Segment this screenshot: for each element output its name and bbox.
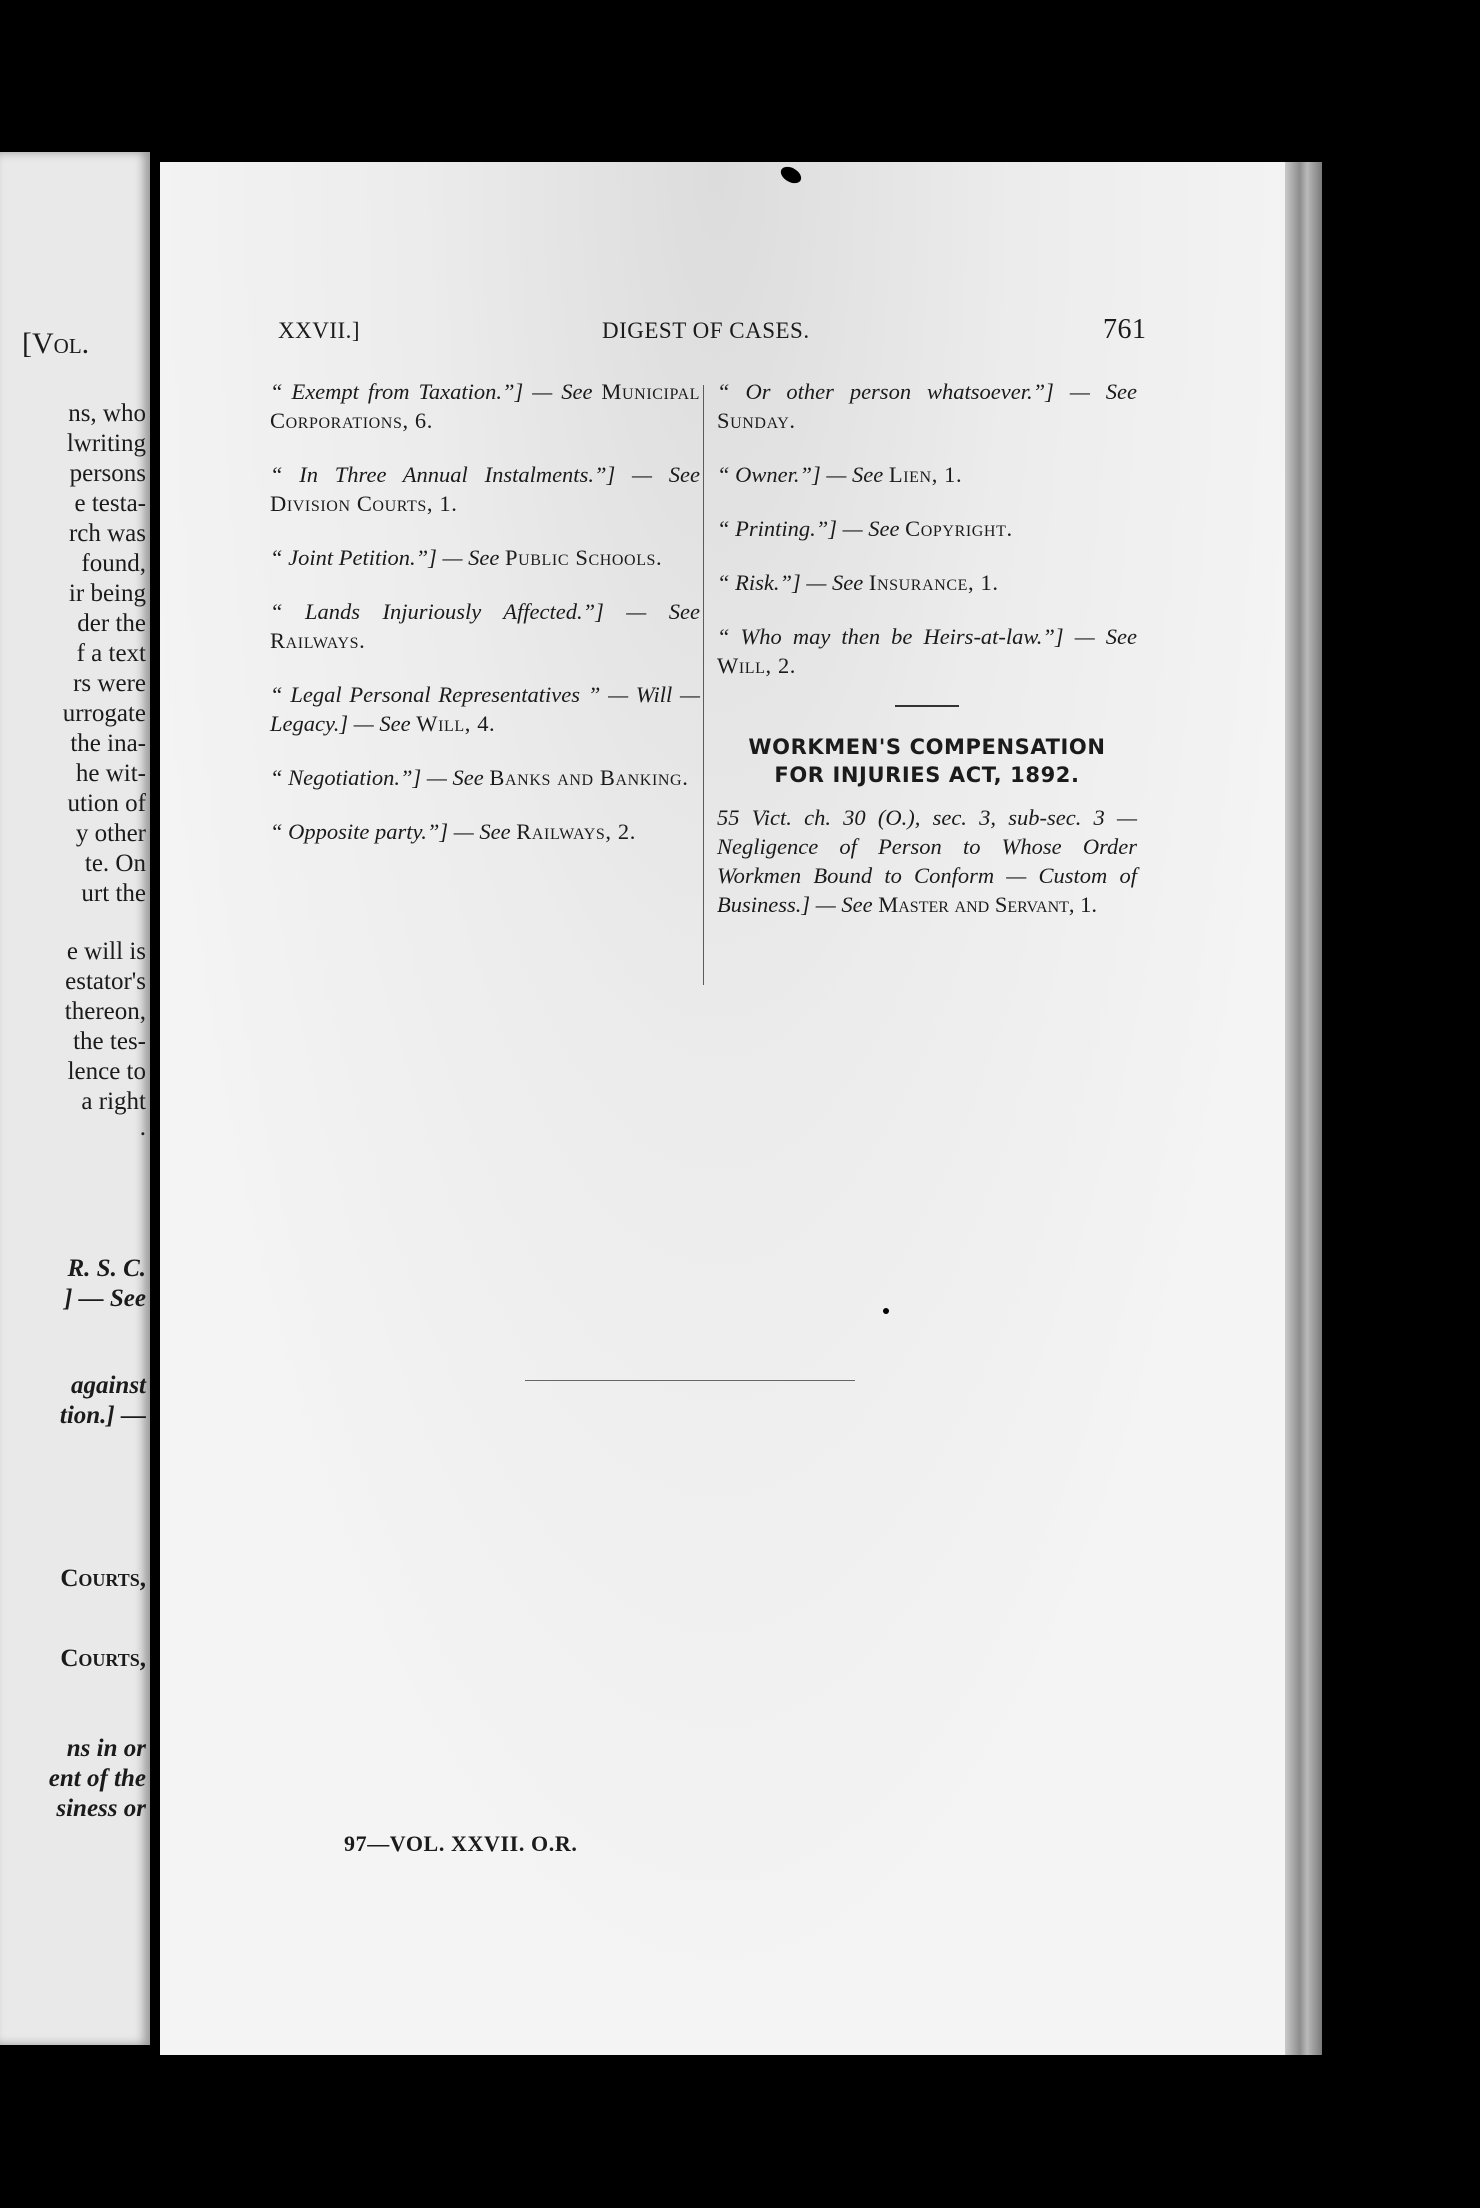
left-page-italic-fragment: siness or: [56, 1795, 146, 1822]
index-entry: [270, 817, 700, 846]
left-page-fragment: found,: [81, 550, 146, 577]
left-page-fragment: urt the: [81, 880, 146, 907]
entry-heading: “ Or other person whatsoever.”] —: [717, 379, 1090, 404]
left-page-fragment: te. On: [84, 850, 146, 877]
index-entry: [270, 597, 700, 655]
entry-reference: Copyright.: [905, 516, 1013, 541]
entry-reference: Insurance, 1.: [868, 570, 999, 595]
entry-see: See: [832, 570, 864, 595]
left-page-italic-fragment: ] — See: [64, 1285, 146, 1312]
left-page-fragment: the ina-: [70, 730, 146, 757]
entry-heading: “ Negotiation.”] —: [270, 765, 447, 790]
left-page-fragment: e will is: [66, 938, 146, 965]
entry-reference: Public Schools.: [505, 545, 663, 570]
entry-heading: “ Exempt from Taxation.”] —: [270, 379, 553, 404]
entry-reference: Will, 2.: [717, 653, 797, 678]
entry-heading: “ Joint Petition.”] —: [270, 545, 463, 570]
left-page-fragment: rs were: [73, 670, 146, 697]
entry-see: See: [868, 516, 900, 541]
left-page-italic-fragment: R. S. C.: [67, 1255, 146, 1282]
section-entry-text: 55 Vict. ch. 30 (O.), sec. 3, sub-sec. 3 — Negligence of Person to Whose Order Workmen Bound to Conform — Custom of Business.] — See: [717, 805, 1137, 917]
index-column-right: [717, 377, 1137, 919]
entry-see: See: [1105, 379, 1137, 404]
end-rule: [525, 1380, 855, 1381]
signature-footer: 97—VOL. XXVII. O.R.: [344, 1831, 578, 1856]
entry-see: See: [561, 379, 593, 404]
entry-see: See: [1105, 624, 1137, 649]
index-entry: [717, 622, 1137, 680]
left-page-italic-fragment: against: [70, 1372, 146, 1399]
index-column-left: [270, 377, 700, 871]
index-entry: [270, 460, 700, 518]
left-page-fragment: f a text: [76, 640, 146, 667]
left-page-fragment: a right: [81, 1088, 146, 1115]
entry-reference: Lien, 1.: [888, 462, 963, 487]
left-page-strip: [0, 152, 150, 2045]
entry-see: See: [668, 599, 701, 624]
left-page-fragment: ir being: [68, 580, 146, 607]
section-title-line2: FOR INJURIES ACT, 1892.: [774, 763, 1080, 787]
entry-heading: “ Opposite party.”] —: [270, 819, 474, 844]
entry-reference: Railways.: [270, 628, 366, 653]
entry-see: See: [479, 819, 511, 844]
entry-see: See: [379, 711, 411, 736]
entry-heading: “ Risk.”] —: [717, 570, 827, 595]
entry-reference: Banks and Banking.: [489, 765, 689, 790]
left-page-fragment: persons: [69, 460, 146, 487]
entry-see: See: [468, 545, 500, 570]
left-page-courts-fragment: Courts,: [60, 1565, 146, 1592]
column-rule: [703, 385, 704, 985]
ink-speck: [883, 1308, 889, 1314]
entry-see: See: [668, 462, 701, 487]
left-page-fragment: he wit-: [75, 760, 146, 787]
left-page-fragment: der the: [77, 610, 146, 637]
entry-see: See: [452, 765, 484, 790]
left-page-fragment: .: [139, 1114, 146, 1141]
page-edge: [1285, 162, 1322, 2055]
index-entry: [717, 460, 1137, 489]
left-page-fragment: the tes-: [73, 1028, 146, 1055]
entry-reference: Division Courts, 1.: [270, 491, 458, 516]
left-page-fragment: thereon,: [64, 998, 146, 1025]
left-page-header: [Vol.: [22, 327, 90, 360]
left-page-italic-fragment: ent of the: [48, 1765, 146, 1792]
index-entry: [717, 377, 1137, 435]
index-entry: [717, 568, 1137, 597]
left-page-fragment: y other: [75, 820, 146, 847]
section-separator: [895, 705, 959, 707]
index-entry: [270, 763, 700, 792]
page-number: 761: [1103, 314, 1147, 345]
left-page-fragment: rch was: [68, 520, 146, 547]
entry-reference: Railways, 2.: [516, 819, 636, 844]
section-entry-ref: Master and Servant, 1.: [878, 892, 1098, 917]
left-page-courts-fragment: Courts,: [60, 1645, 146, 1672]
entry-reference: Sunday.: [717, 408, 796, 433]
entry-heading: “ Printing.”] —: [717, 516, 863, 541]
index-entry: [270, 377, 700, 435]
running-head-title: DIGEST OF CASES.: [602, 318, 810, 343]
left-page-fragment: e testa-: [74, 490, 146, 517]
section-entry: [717, 803, 1137, 919]
left-page-fragment: estator's: [65, 968, 146, 995]
left-page-italic-fragment: ns in or: [66, 1735, 146, 1762]
entry-see: See: [852, 462, 884, 487]
index-entry: [717, 514, 1137, 543]
entry-heading: “ Who may then be Heirs-at-law.”] —: [717, 624, 1095, 649]
running-head-volume: XXVII.]: [278, 318, 361, 343]
left-page-italic-fragment: tion.] —: [59, 1402, 146, 1429]
left-page-fragment: ns, who: [68, 400, 146, 427]
section-title-line1: WORKMEN'S COMPENSATION: [748, 735, 1106, 759]
entry-heading: “ Owner.”] —: [717, 462, 847, 487]
left-page-fragment: urrogate: [62, 700, 146, 727]
left-page-fragment: ution of: [67, 790, 146, 817]
entry-reference: Municipal Corporations, 6.: [270, 379, 701, 433]
left-page-fragment: lence to: [67, 1058, 146, 1085]
index-entry: [270, 543, 700, 572]
entry-reference: Will, 4.: [416, 711, 496, 736]
entry-heading: “ Legal Personal Representatives ” — Will — Legacy.] —: [270, 682, 700, 736]
section-title: [717, 733, 1137, 789]
entry-heading: “ Lands Injuriously Affected.”] —: [270, 599, 647, 624]
left-page-fragment: lwriting: [66, 430, 146, 457]
entry-heading: “ In Three Annual Instalments.”] —: [270, 462, 652, 487]
index-entry: [270, 680, 700, 738]
